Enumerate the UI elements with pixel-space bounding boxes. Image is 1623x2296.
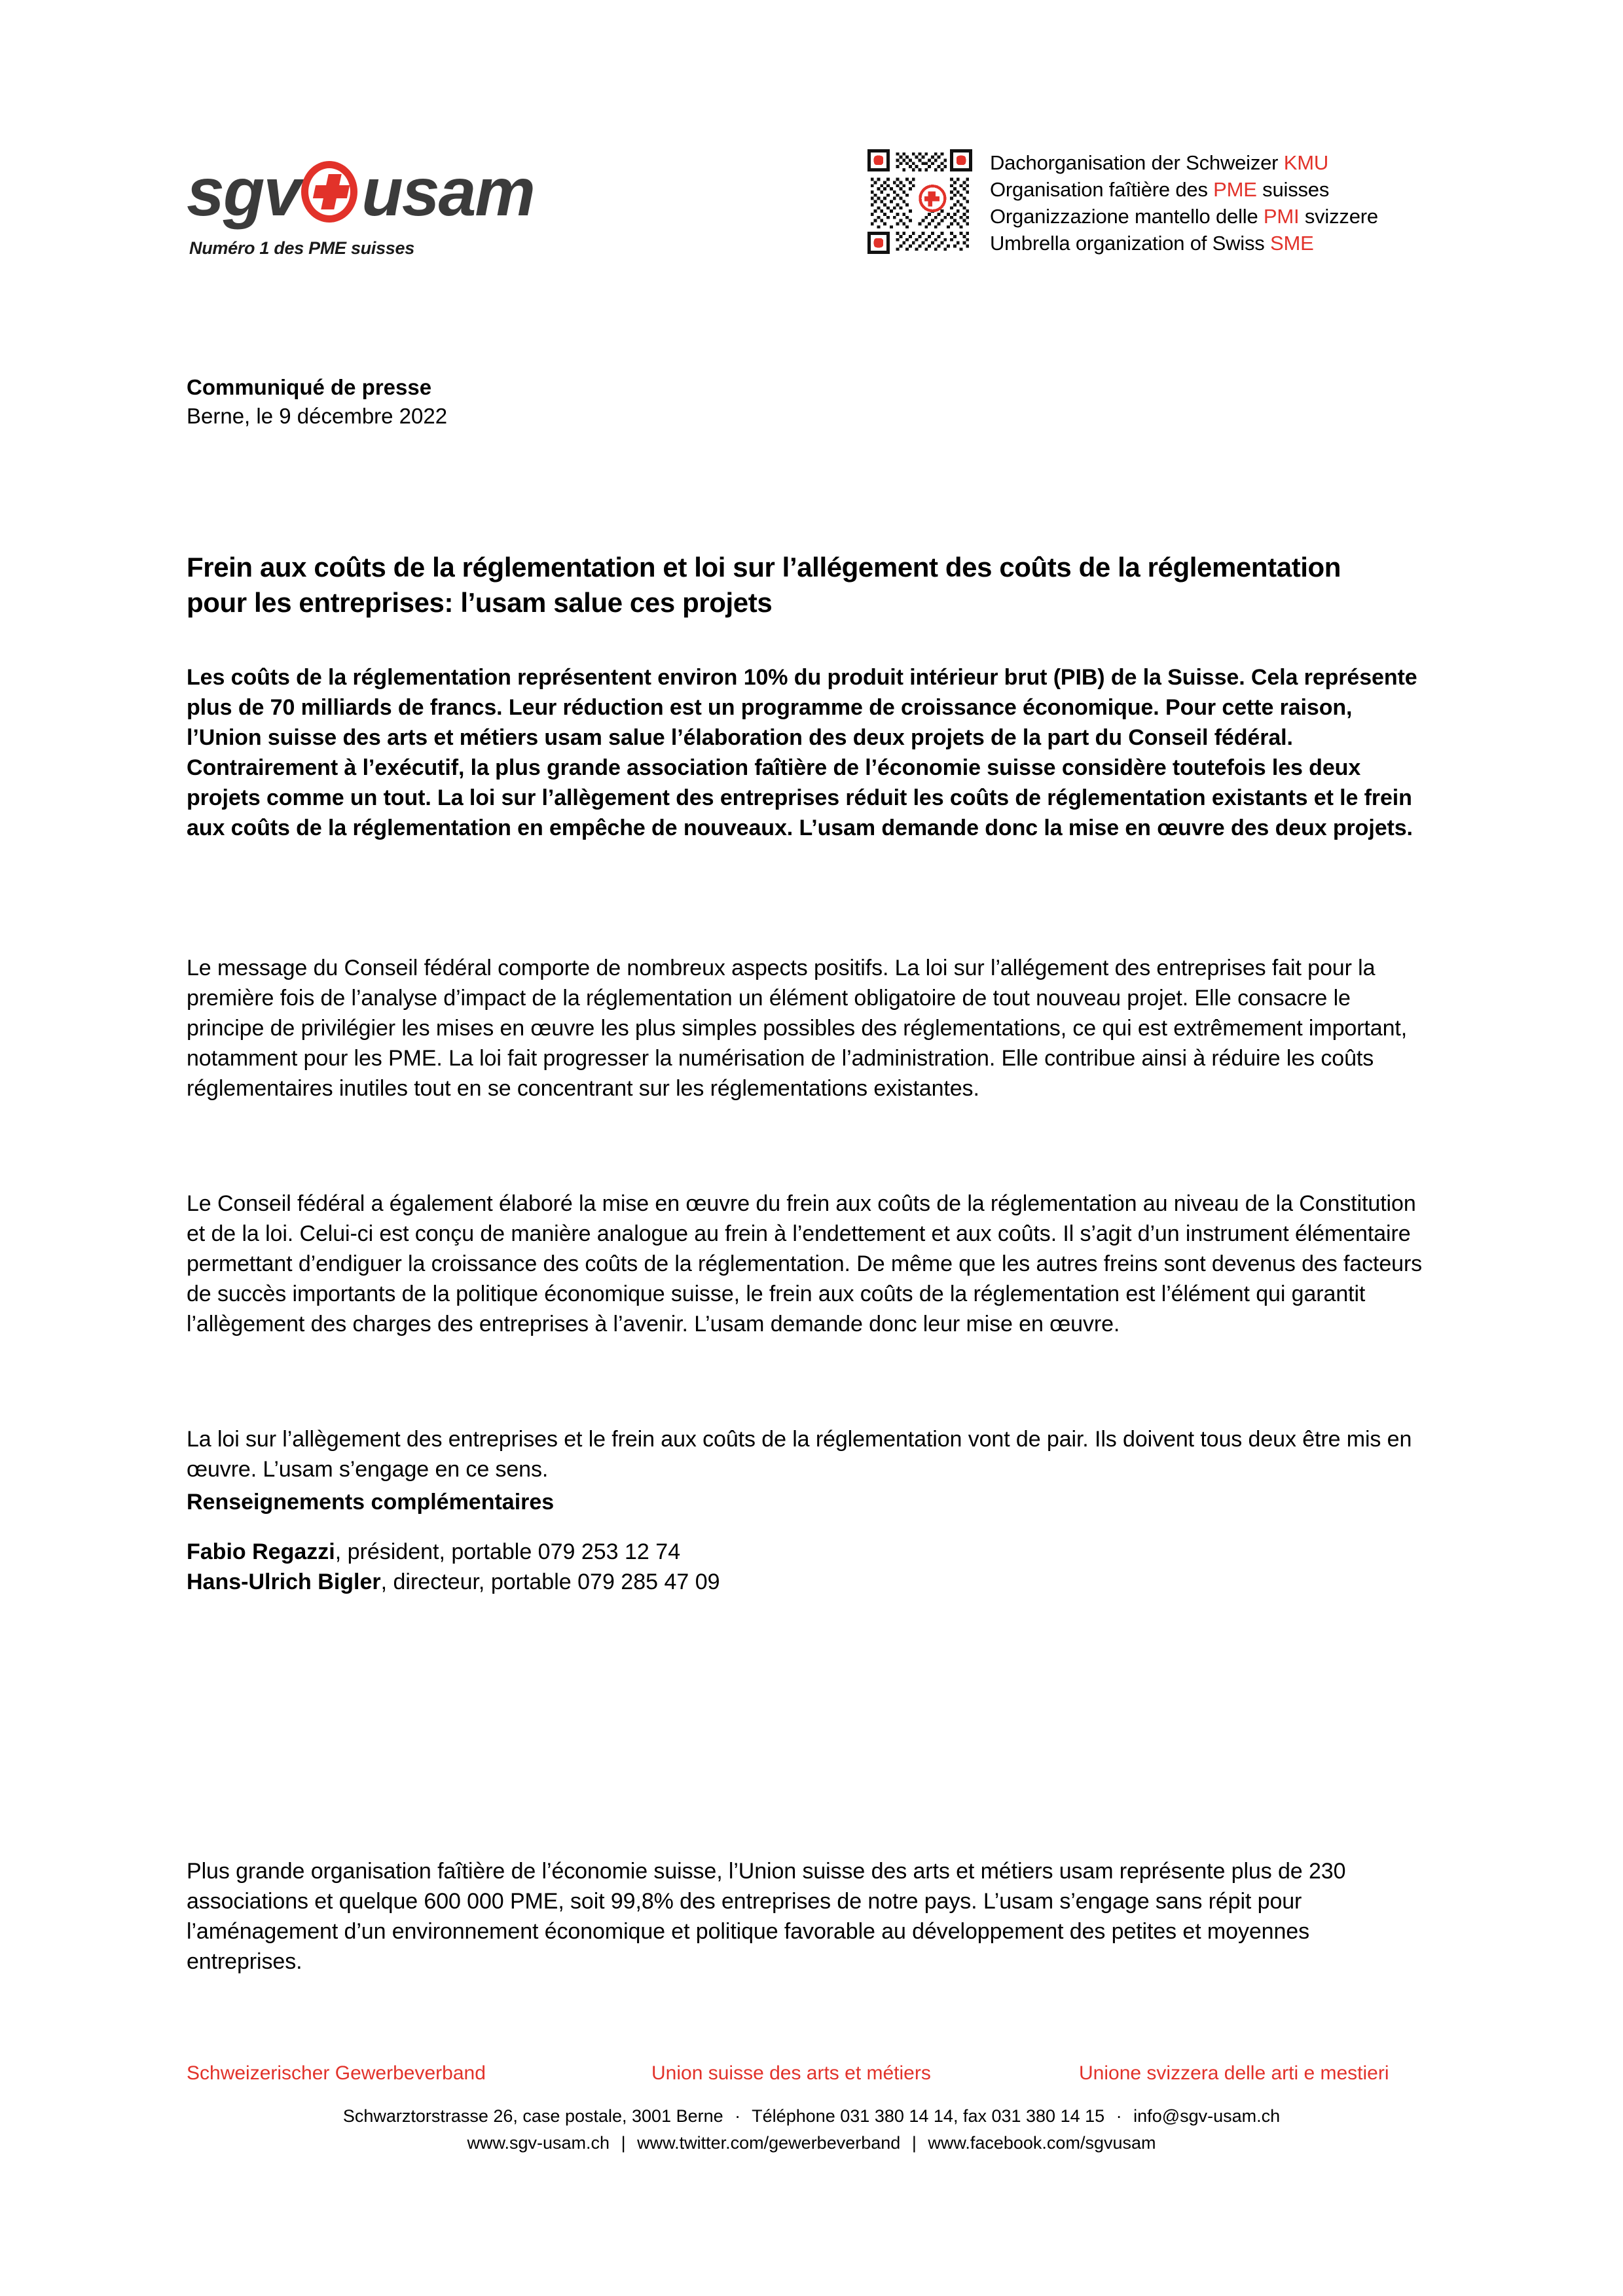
document-meta bbox=[187, 373, 1431, 431]
contact-item bbox=[187, 1537, 720, 1567]
footer-email-link[interactable]: info@sgv-usam.ch bbox=[1133, 2106, 1281, 2126]
contact-name: Fabio Regazzi bbox=[187, 1539, 335, 1564]
lead-paragraph: Les coûts de la réglementation représentent environ 10% du produit intérieur brut (PIB) de la Suisse. Cela représente plus de 70 milliards de francs. Leur réduction est un programme de croissance économique. Pour cette raison, l’Union suisse des arts et métiers usam salue l’élaboration des deux projets de la part du Conseil fédéral. Contrairement à l’exécutif, la plus grande association faîtière de l’économie suisse considère toutefois les deux projets comme un tout. La loi sur l’allègement des entreprises réduit les coûts de réglementation existants et le frein aux coûts de la réglementation en empêche de nouveaux. L’usam demande donc la mise en œuvre des deux projets. bbox=[187, 665, 1417, 840]
contact-item bbox=[187, 1567, 720, 1597]
contact-details: , président, portable 079 253 12 74 bbox=[335, 1539, 681, 1564]
body-paragraph-3: La loi sur l’allègement des entreprises et le frein aux coûts de la réglementation vont de pair. Ils doivent tous deux être mis en œuvre. L’usam s’engage en ce sens. bbox=[187, 1427, 1412, 1482]
contact-details: , directeur, portable 079 285 47 09 bbox=[380, 1570, 720, 1594]
language-taglines bbox=[990, 149, 1378, 257]
about-boilerplate: Plus grande organisation faîtière de l’économie suisse, l’Union suisse des arts et métiers usam représente plus de 230 associations et quelque 600 000 PME, soit 99,8% des entreprises de notre pays. L’usam s’engage sans répit pour l’aménagement d’un environnement économique et politique favorable au développement des petites et moyennes entreprises. bbox=[187, 1859, 1346, 1974]
footer-separator-dot: · bbox=[1116, 2106, 1122, 2126]
logo-tagline: Numéro 1 des PME suisses bbox=[189, 238, 414, 258]
tagline-it: Organizzazione mantello delle PMI svizzere bbox=[990, 205, 1378, 228]
footer-links-line bbox=[0, 2130, 1623, 2157]
document-header bbox=[0, 0, 1623, 308]
logo-cross-shape bbox=[314, 174, 348, 209]
swiss-cross-circle-icon bbox=[297, 158, 365, 226]
footer-facebook-link[interactable]: www.facebook.com/sgvusam bbox=[928, 2133, 1156, 2153]
document-footer bbox=[0, 2058, 1623, 2157]
footer-phone-text: Téléphone 031 380 14 14, fax 031 380 14 15 bbox=[752, 2106, 1105, 2126]
dateline: Berne, le 9 décembre 2022 bbox=[187, 404, 448, 428]
footer-contact-line bbox=[0, 2103, 1623, 2130]
qr-code-icon[interactable] bbox=[867, 149, 972, 254]
footer-twitter-link[interactable]: www.twitter.com/gewerbeverband bbox=[637, 2133, 901, 2153]
tagline-en: Umbrella organization of Swiss SME bbox=[990, 232, 1314, 255]
logo-wordmark bbox=[187, 156, 593, 229]
sgv-usam-logo bbox=[187, 156, 593, 259]
tagline-fr: Organisation faîtière des PME suisses bbox=[990, 178, 1330, 201]
footer-separator-pipe: | bbox=[911, 2133, 917, 2153]
footer-organization-names bbox=[0, 2058, 1623, 2089]
footer-name-de: Schweizerischer Gewerbeverband bbox=[187, 2062, 486, 2084]
body-paragraph-1: Le message du Conseil fédéral comporte de nombreux aspects positifs. La loi sur l’allégement des entreprises fait pour la première fois de l’analyse d’impact de la réglementation un élément obligatoire de tout nouveau projet. Elle consacre le principe de privilégier les mises en œuvre les plus simples possibles des réglementations, ce qui est extrêmement important, notamment pour les PME. La loi fait progresser la numérisation de l’administration. Elle contribue ainsi à réduire les coûts réglementaires inutiles tout en se concentrant sur les réglementations existantes. bbox=[187, 956, 1408, 1101]
contact-name: Hans-Ulrich Bigler bbox=[187, 1570, 381, 1594]
footer-separator-dot: · bbox=[735, 2106, 741, 2126]
page-title: Frein aux coûts de la réglementation et loi sur l’allégement des coûts de la réglementation pour les entreprises: l’usam salue ces projets bbox=[187, 552, 1341, 619]
contact-section-heading: Renseignements complémentaires bbox=[187, 1490, 555, 1515]
footer-separator-pipe: | bbox=[621, 2133, 626, 2153]
body-paragraph-2: Le Conseil fédéral a également élaboré la mise en œuvre du frein aux coûts de la réglementation au niveau de la Constitution et de la loi. Celui-ci est conçu de manière analogue au frein à l’endettement et aux coûts. Il s’agit d’un instrument élémentaire permettant d’endiguer la croissance des coûts de la réglementation. De même que les autres freins sont devenus des facteurs de succès importants de la politique économique suisse, le frein aux coûts de la réglementation est l’élément qui garantit l’allègement des charges des entreprises à l’avenir. L’usam demande donc leur mise en œuvre. bbox=[187, 1191, 1423, 1336]
footer-name-it: Unione svizzera delle arti e mestieri bbox=[1079, 2062, 1389, 2084]
tagline-de: Dachorganisation der Schweizer KMU bbox=[990, 151, 1329, 174]
logo-text-sgv: sgv bbox=[187, 154, 301, 230]
logo-text-usam: usam bbox=[361, 154, 534, 230]
document-type-label: Communiqué de presse bbox=[187, 375, 432, 399]
footer-website-link[interactable]: www.sgv-usam.ch bbox=[467, 2133, 610, 2153]
footer-address-text: Schwarztorstrasse 26, case postale, 3001 Berne bbox=[342, 2106, 723, 2126]
footer-name-fr: Union suisse des arts et métiers bbox=[651, 2062, 931, 2084]
contact-list bbox=[187, 1537, 720, 1597]
